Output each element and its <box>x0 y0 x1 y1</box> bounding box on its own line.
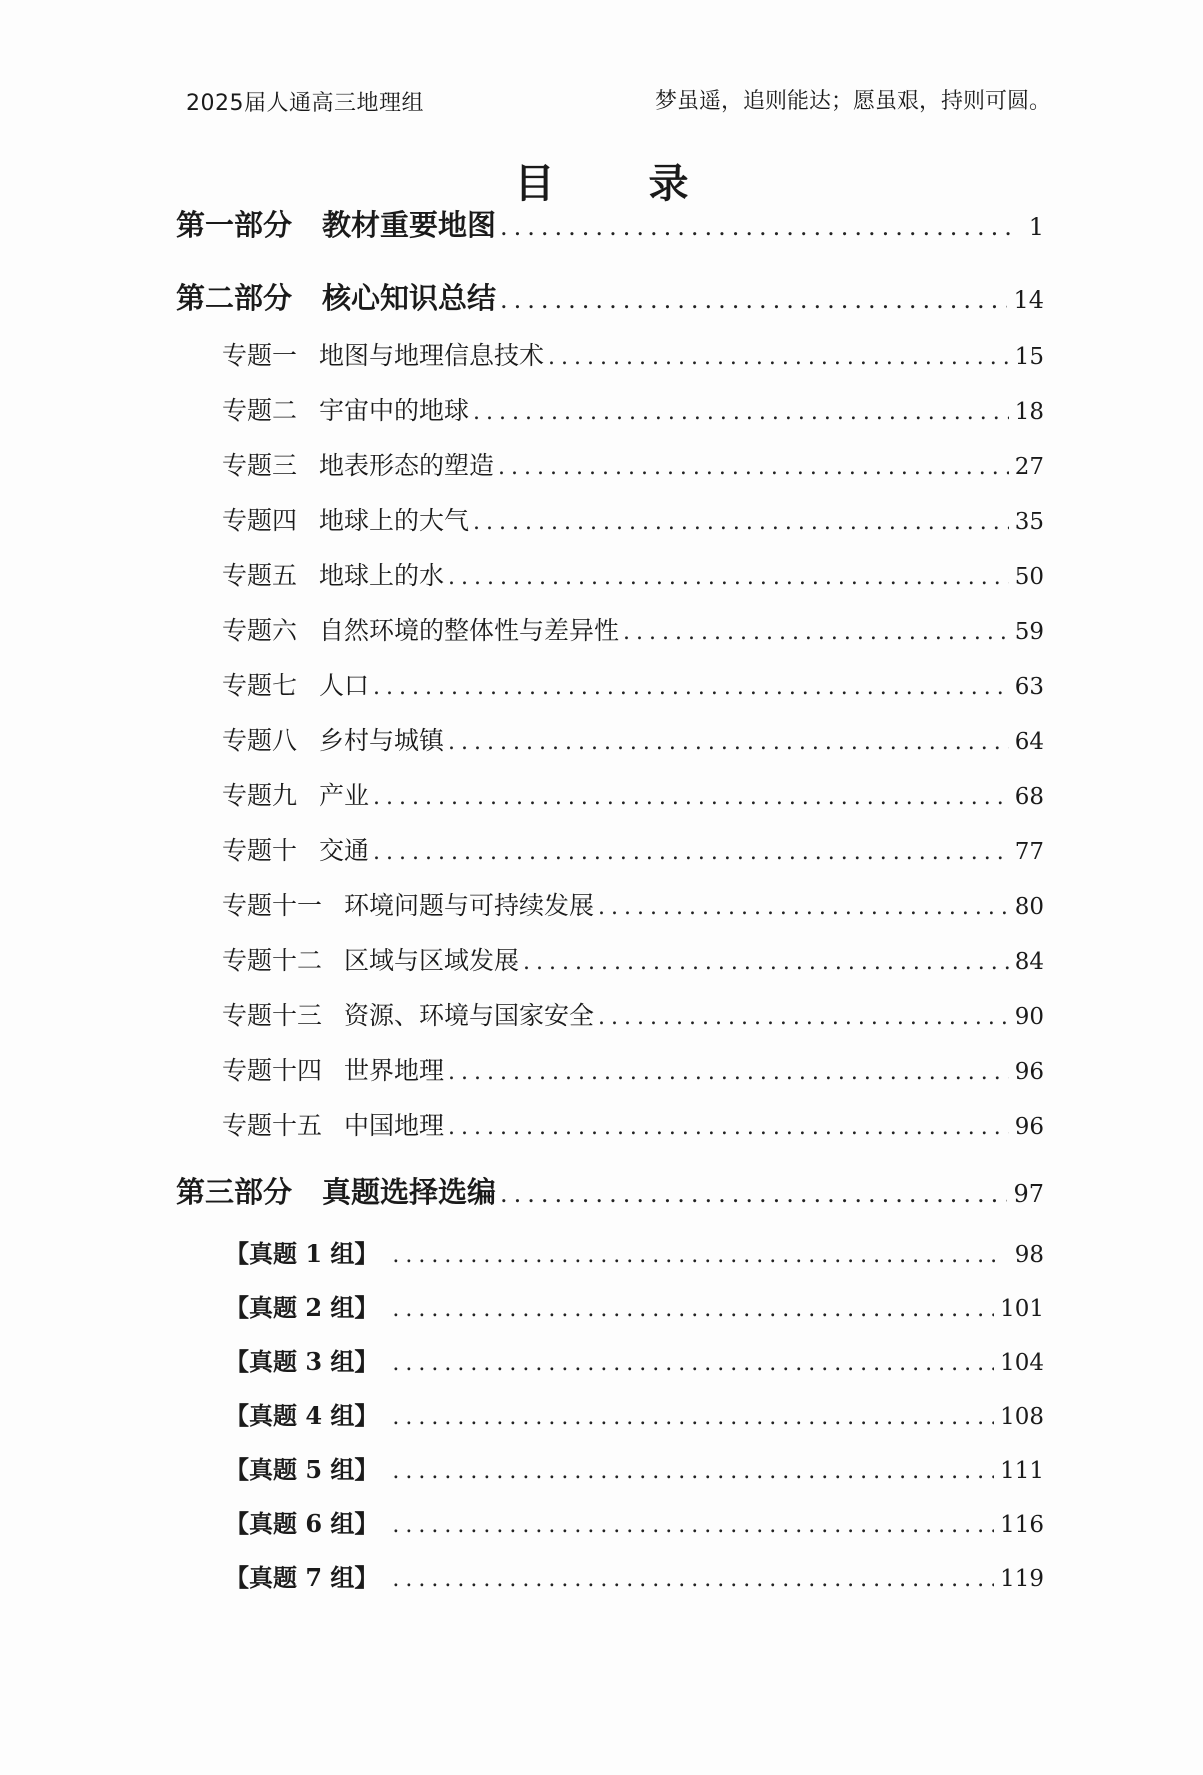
part-label: 第一部分 <box>176 208 293 242</box>
leader-dots <box>373 675 1009 700</box>
leader-dots <box>500 286 1007 314</box>
leader-dots <box>548 345 1009 370</box>
page-number: 96 <box>1014 1114 1044 1140</box>
toc-topic-1[interactable] <box>222 336 1044 372</box>
header-left-text: 2025届人通高三地理组 <box>186 91 424 116</box>
leader-dots <box>448 565 1009 590</box>
page-number: 59 <box>1014 619 1044 645</box>
header-right-motto: 梦虽遥，追则能达；愿虽艰，持则可圆。 <box>654 89 1051 114</box>
toc-topic-9[interactable] <box>222 776 1044 812</box>
topic-label: 专题五 <box>222 561 298 590</box>
toc-exam-4[interactable] <box>225 1396 1044 1431</box>
exam-label: 【真题 3 组】 <box>225 1347 379 1376</box>
topic-label: 专题四 <box>222 506 298 535</box>
topic-title: 人口 <box>319 671 370 700</box>
topic-title: 交通 <box>319 836 370 865</box>
leader-dots <box>373 840 1009 865</box>
page-number: 116 <box>1000 1512 1044 1538</box>
page-number: 111 <box>1000 1458 1044 1484</box>
leader-dots <box>392 1351 994 1376</box>
leader-dots <box>473 510 1009 535</box>
toc-topic-4[interactable] <box>222 501 1044 537</box>
page-number: 80 <box>1014 894 1044 920</box>
topic-title: 地表形态的塑造 <box>319 451 495 480</box>
page-number: 18 <box>1014 399 1044 425</box>
topic-label: 专题十四 <box>222 1056 323 1085</box>
topic-label: 专题十五 <box>222 1111 323 1140</box>
topic-label: 专题六 <box>222 616 298 645</box>
page-number: 1 <box>1028 213 1044 241</box>
exam-label: 【真题 1 组】 <box>225 1239 379 1268</box>
toc-topic-7[interactable] <box>222 666 1044 702</box>
page-number: 104 <box>1000 1350 1044 1376</box>
topic-title: 区域与区域发展 <box>344 946 520 975</box>
toc-topic-15[interactable] <box>222 1106 1044 1142</box>
topic-title: 中国地理 <box>344 1111 445 1140</box>
leader-dots <box>500 213 1014 241</box>
page-number: 64 <box>1014 729 1044 755</box>
page-number: 63 <box>1014 674 1044 700</box>
topic-label: 专题十一 <box>222 891 323 920</box>
page-number: 98 <box>1014 1242 1044 1268</box>
topic-title: 产业 <box>319 781 370 810</box>
leader-dots <box>598 1005 1009 1030</box>
page-number: 27 <box>1014 454 1044 480</box>
exam-label: 【真题 4 组】 <box>225 1401 379 1430</box>
exam-label: 【真题 6 组】 <box>225 1509 379 1538</box>
page-number: 50 <box>1014 564 1044 590</box>
toc-topic-8[interactable] <box>222 721 1044 757</box>
topic-title: 资源、环境与国家安全 <box>344 1001 595 1030</box>
page-number: 101 <box>1000 1296 1044 1322</box>
toc-exam-7[interactable] <box>225 1558 1044 1593</box>
toc-exam-5[interactable] <box>225 1450 1044 1485</box>
topic-title: 地图与地理信息技术 <box>319 341 545 370</box>
toc-topic-11[interactable] <box>222 886 1044 922</box>
toc-topic-13[interactable] <box>222 996 1044 1032</box>
topic-label: 专题八 <box>222 726 298 755</box>
leader-dots <box>448 1060 1009 1085</box>
topic-label: 专题三 <box>222 451 298 480</box>
topic-title: 自然环境的整体性与差异性 <box>319 616 620 645</box>
leader-dots <box>448 730 1009 755</box>
part-title: 教材重要地图 <box>322 208 497 242</box>
page-number: 84 <box>1014 949 1044 975</box>
exam-label: 【真题 5 组】 <box>225 1455 379 1484</box>
page-number: 119 <box>1000 1566 1044 1592</box>
leader-dots <box>392 1459 994 1484</box>
toc-exam-6[interactable] <box>225 1504 1044 1539</box>
topic-title: 宇宙中的地球 <box>319 396 470 425</box>
topic-label: 专题十 <box>222 836 298 865</box>
leader-dots <box>623 620 1009 645</box>
leader-dots <box>392 1243 998 1268</box>
leader-dots <box>373 785 1009 810</box>
toc-exam-3[interactable] <box>225 1342 1044 1377</box>
toc-topic-3[interactable] <box>222 446 1044 482</box>
page-number: 97 <box>1013 1180 1044 1208</box>
leader-dots <box>498 455 1009 480</box>
exam-label: 【真题 7 组】 <box>225 1563 379 1592</box>
topic-label: 专题二 <box>222 396 298 425</box>
page-number: 108 <box>1000 1404 1044 1430</box>
topic-label: 专题十三 <box>222 1001 323 1030</box>
exam-label: 【真题 2 组】 <box>225 1293 379 1322</box>
topic-title: 乡村与城镇 <box>319 726 445 755</box>
toc-exam-2[interactable] <box>225 1288 1044 1323</box>
leader-dots <box>392 1297 994 1322</box>
topic-label: 专题一 <box>222 341 298 370</box>
page-number: 15 <box>1014 344 1044 370</box>
toc-topic-6[interactable] <box>222 611 1044 647</box>
page-number: 14 <box>1013 286 1044 314</box>
topic-title: 世界地理 <box>344 1056 445 1085</box>
part-title: 真题选择选编 <box>322 1175 497 1209</box>
leader-dots <box>500 1180 1007 1208</box>
leader-dots <box>598 895 1009 920</box>
toc-topic-2[interactable] <box>222 391 1044 427</box>
topic-label: 专题十二 <box>222 946 323 975</box>
part-title: 核心知识总结 <box>322 281 497 315</box>
page-number: 68 <box>1014 784 1044 810</box>
toc-topic-10[interactable] <box>222 831 1044 867</box>
topic-label: 专题七 <box>222 671 298 700</box>
toc-exam-1[interactable] <box>225 1234 1044 1269</box>
toc-part-3[interactable] <box>176 1170 1044 1211</box>
leader-dots <box>473 400 1009 425</box>
part-label: 第三部分 <box>176 1175 293 1209</box>
page-number: 96 <box>1014 1059 1044 1085</box>
topic-title: 地球上的水 <box>319 561 445 590</box>
leader-dots <box>523 950 1009 975</box>
toc-title: 目 录 <box>514 160 729 207</box>
toc-topic-5[interactable] <box>222 556 1044 592</box>
toc-topic-12[interactable] <box>222 941 1044 977</box>
topic-label: 专题九 <box>222 781 298 810</box>
leader-dots <box>448 1115 1009 1140</box>
leader-dots <box>392 1513 994 1538</box>
leader-dots <box>392 1567 994 1592</box>
toc-topic-14[interactable] <box>222 1051 1044 1087</box>
toc-part-1[interactable] <box>176 203 1044 244</box>
part-label: 第二部分 <box>176 281 293 315</box>
leader-dots <box>392 1405 994 1430</box>
page-number: 90 <box>1014 1004 1044 1030</box>
page-number: 35 <box>1014 509 1044 535</box>
toc-part-2[interactable] <box>176 276 1044 317</box>
topic-title: 环境问题与可持续发展 <box>344 891 595 920</box>
topic-title: 地球上的大气 <box>319 506 470 535</box>
page-number: 77 <box>1014 839 1044 865</box>
